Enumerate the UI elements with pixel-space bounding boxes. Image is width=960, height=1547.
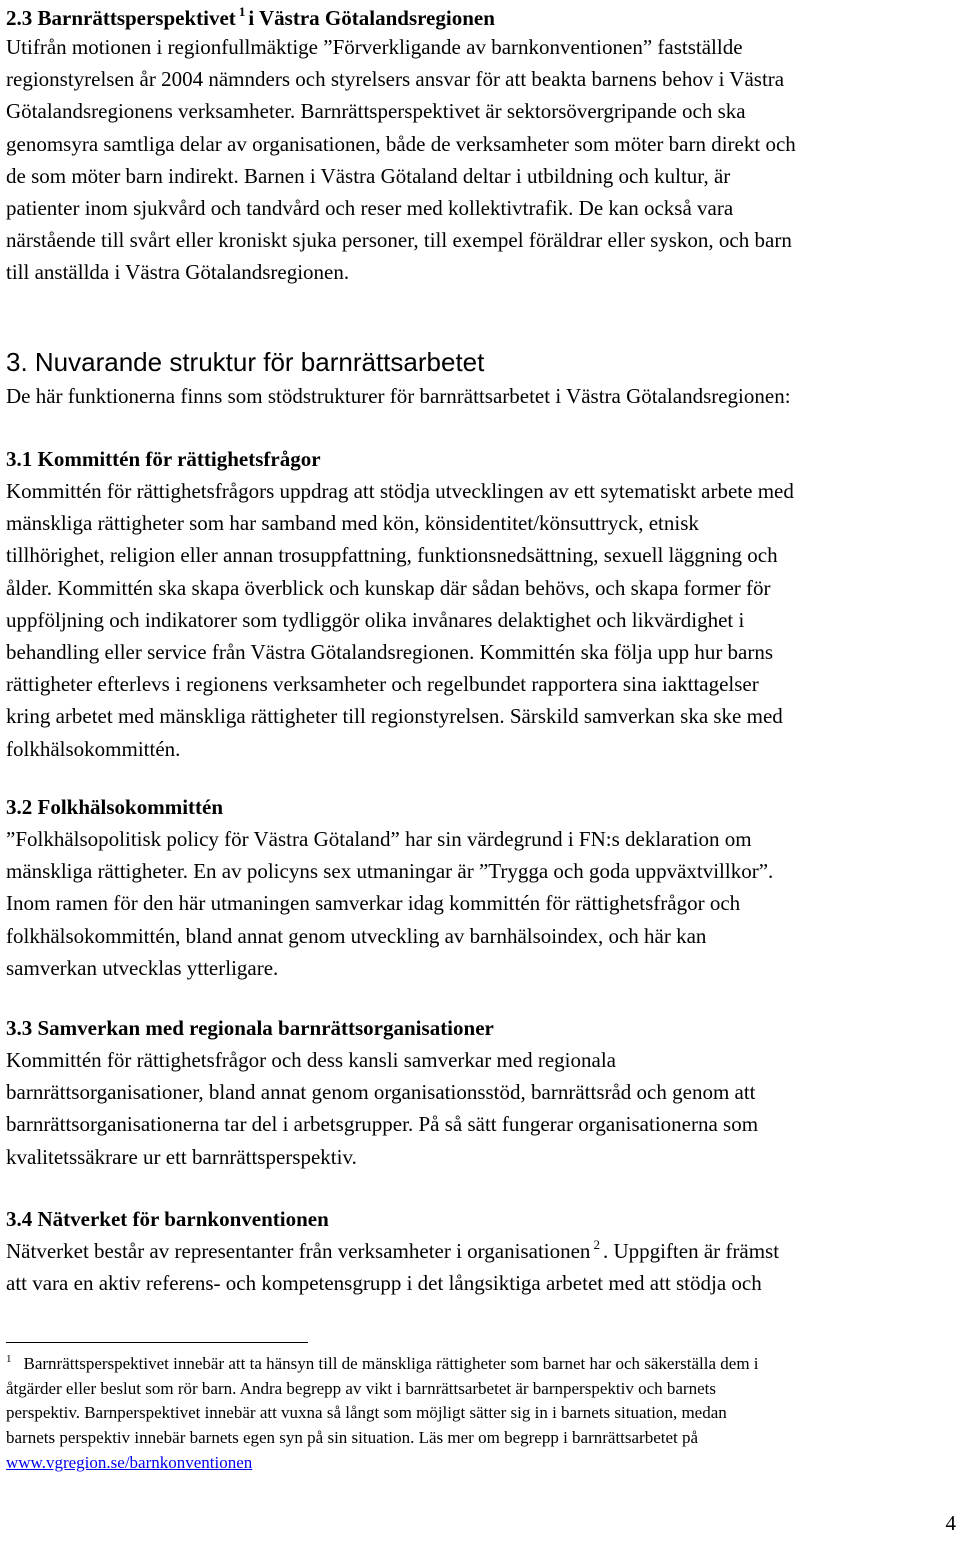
paragraph-line: De här funktionerna finns som stödstrukturer för barnrättsarbetet i Västra Götalandsregionen:: [6, 384, 791, 408]
paragraph-line: folkhälsokommittén.: [6, 736, 181, 761]
paragraph-line: till anställda i Västra Götalandsregionen.: [6, 260, 350, 285]
paragraph-text: . Uppgiften är främst: [602, 1239, 780, 1263]
section-3-heading: 3. Nuvarande struktur för barnrättsarbetet: [6, 347, 485, 377]
paragraph-line: mänskliga rättigheter. En av policyns sex utmaningar är ”Trygga och goda uppväxtvillkor”.: [6, 859, 774, 884]
footnote-line: perspektiv. Barnperspektivet innebär att vuxna så långt som möjligt sätter sig in i barnets situation, medan: [6, 1403, 727, 1423]
paragraph-line: Götalandsregionens verksamheter. Barnrättsperspektivet är sektorsövergripande och ska: [6, 99, 746, 124]
paragraph-line: de som möter barn indirekt. Barnen i Västra Götaland deltar i utbildning och kultur, är: [6, 163, 731, 188]
paragraph-line: barnrättsorganisationerna tar del i arbetsgrupper. På så sätt fungerar organisationerna som: [6, 1112, 759, 1137]
footnote-line: barnets perspektiv innebär barnets egen syn på sin situation. Läs mer om begrepp i barnrättsarbetet på: [6, 1428, 699, 1448]
section-3-4-heading: 3.4 Nätverket för barnkonventionen: [6, 1207, 329, 1231]
footnote-1: [6, 1352, 956, 1476]
paragraph-text: Nätverket består av representanter från verksamheter i organisationen: [6, 1239, 591, 1263]
section-3-2-paragraph: [6, 823, 956, 984]
paragraph-line: patienter inom sjukvård och tandvård och reser med kollektivtrafik. De kan också vara: [6, 196, 734, 221]
footnote-link[interactable]: www.vgregion.se/barnkonventionen: [6, 1452, 253, 1472]
paragraph-line: rättigheter efterlevs i regionens verksamheter och regelbundet rapportera sina iakttagelser: [6, 672, 759, 697]
section-2-3-heading: [6, 2, 956, 34]
paragraph-line: regionstyrelsen år 2004 nämnders och styrelsers ansvar för att beakta barnens behov i Västra: [6, 67, 785, 92]
paragraph-line: samverkan utvecklas ytterligare.: [6, 955, 279, 980]
paragraph-line: Kommittén för rättighetsfrågor och dess kansli samverkar med regionala: [6, 1048, 616, 1072]
paragraph-line: Inom ramen för den här utmaningen samverkar idag kommittén för rättighetsfrågor och: [6, 891, 741, 916]
footnote-mark: 1: [6, 1353, 12, 1365]
footnote-separator: [6, 1342, 308, 1343]
footnote-ref-1[interactable]: 1: [238, 4, 246, 19]
section-3-1-heading: 3.1 Kommittén för rättighetsfrågor: [6, 447, 321, 471]
paragraph-line: ålder. Kommittén ska skapa överblick och kunskap där sådan behövs, och skapa former för: [6, 575, 771, 600]
paragraph-line: kring arbetet med mänskliga rättigheter till regionstyrelsen. Särskild samverkan ska ske med: [6, 704, 783, 729]
footnote-line: [6, 1352, 956, 1377]
paragraph-line: folkhälsokommittén, bland annat genom utveckling av barnhälsoindex, och här kan: [6, 923, 707, 948]
section-2-3-paragraph: [6, 31, 956, 289]
paragraph-line: kvalitetssäkrare ur ett barnrättsperspektiv.: [6, 1144, 357, 1169]
paragraph-line: mänskliga rättigheter som har samband med kön, könsidentitet/könsuttryck, etnisk: [6, 511, 699, 536]
paragraph-line: barnrättsorganisationer, bland annat genom organisationsstöd, barnrättsråd och genom att: [6, 1080, 756, 1105]
paragraph-line: ”Folkhälsopolitisk policy för Västra Götaland” har sin värdegrund i FN:s deklaration om: [6, 827, 752, 851]
footnote-line: [6, 1451, 956, 1476]
section-3-3-paragraph: [6, 1044, 956, 1173]
section-3-4-paragraph: [6, 1235, 956, 1299]
section-3-2-heading: 3.2 Folkhälsokommittén: [6, 795, 224, 819]
page-number: 4: [945, 1511, 956, 1535]
paragraph-line: genomsyra samtliga delar av organisationen, både de verksamheter som möter barn direkt och: [6, 131, 796, 156]
paragraph-line: behandling eller service från Västra Götalandsregionen. Kommittén ska följa upp hur barns: [6, 640, 774, 665]
paragraph-line: tillhörighet, religion eller annan trosuppfattning, funktionsnedsättning, sexuell läggning och: [6, 543, 778, 568]
paragraph-line: uppföljning och indikatorer som tydliggör olika invånares delaktighet och likvärdighet i: [6, 607, 745, 632]
footnote-line: åtgärder eller beslut som rör barn. Andra begrepp av vikt i barnrättsarbetet är barnperspektiv och barnets: [6, 1378, 716, 1398]
section-3-3-heading: 3.3 Samverkan med regionala barnrättsorganisationer: [6, 1016, 494, 1040]
paragraph-line: Utifrån motionen i regionfullmäktige ”Förverkligande av barnkonventionen” fastställde: [6, 35, 743, 59]
footnote-text: Barnrättsperspektivet innebär att ta hänsyn till de mänskliga rättigheter som barnet har och säkerställa dem i: [23, 1354, 759, 1373]
section-3-1-paragraph: [6, 475, 956, 765]
paragraph-line: [6, 1235, 956, 1267]
paragraph-line: att vara en aktiv referens- och kompetensgrupp i det långsiktiga arbetet med att stödja och: [6, 1271, 762, 1296]
footnote-ref-2[interactable]: 2: [593, 1237, 600, 1252]
section-2-3-number: 2.3: [6, 6, 33, 30]
section-2-3-title-tail: i Västra Götalandsregionen: [248, 6, 495, 30]
paragraph-line: Kommittén för rättighetsfrågors uppdrag att stödja utvecklingen av ett sytematiskt arbete med: [6, 479, 794, 503]
paragraph-line: närstående till svårt eller kroniskt sjuka personer, till exempel föräldrar eller syskon, och barn: [6, 228, 792, 253]
section-2-3-title: Barnrättsperspektivet: [37, 6, 236, 30]
section-3-intro: [6, 380, 956, 412]
